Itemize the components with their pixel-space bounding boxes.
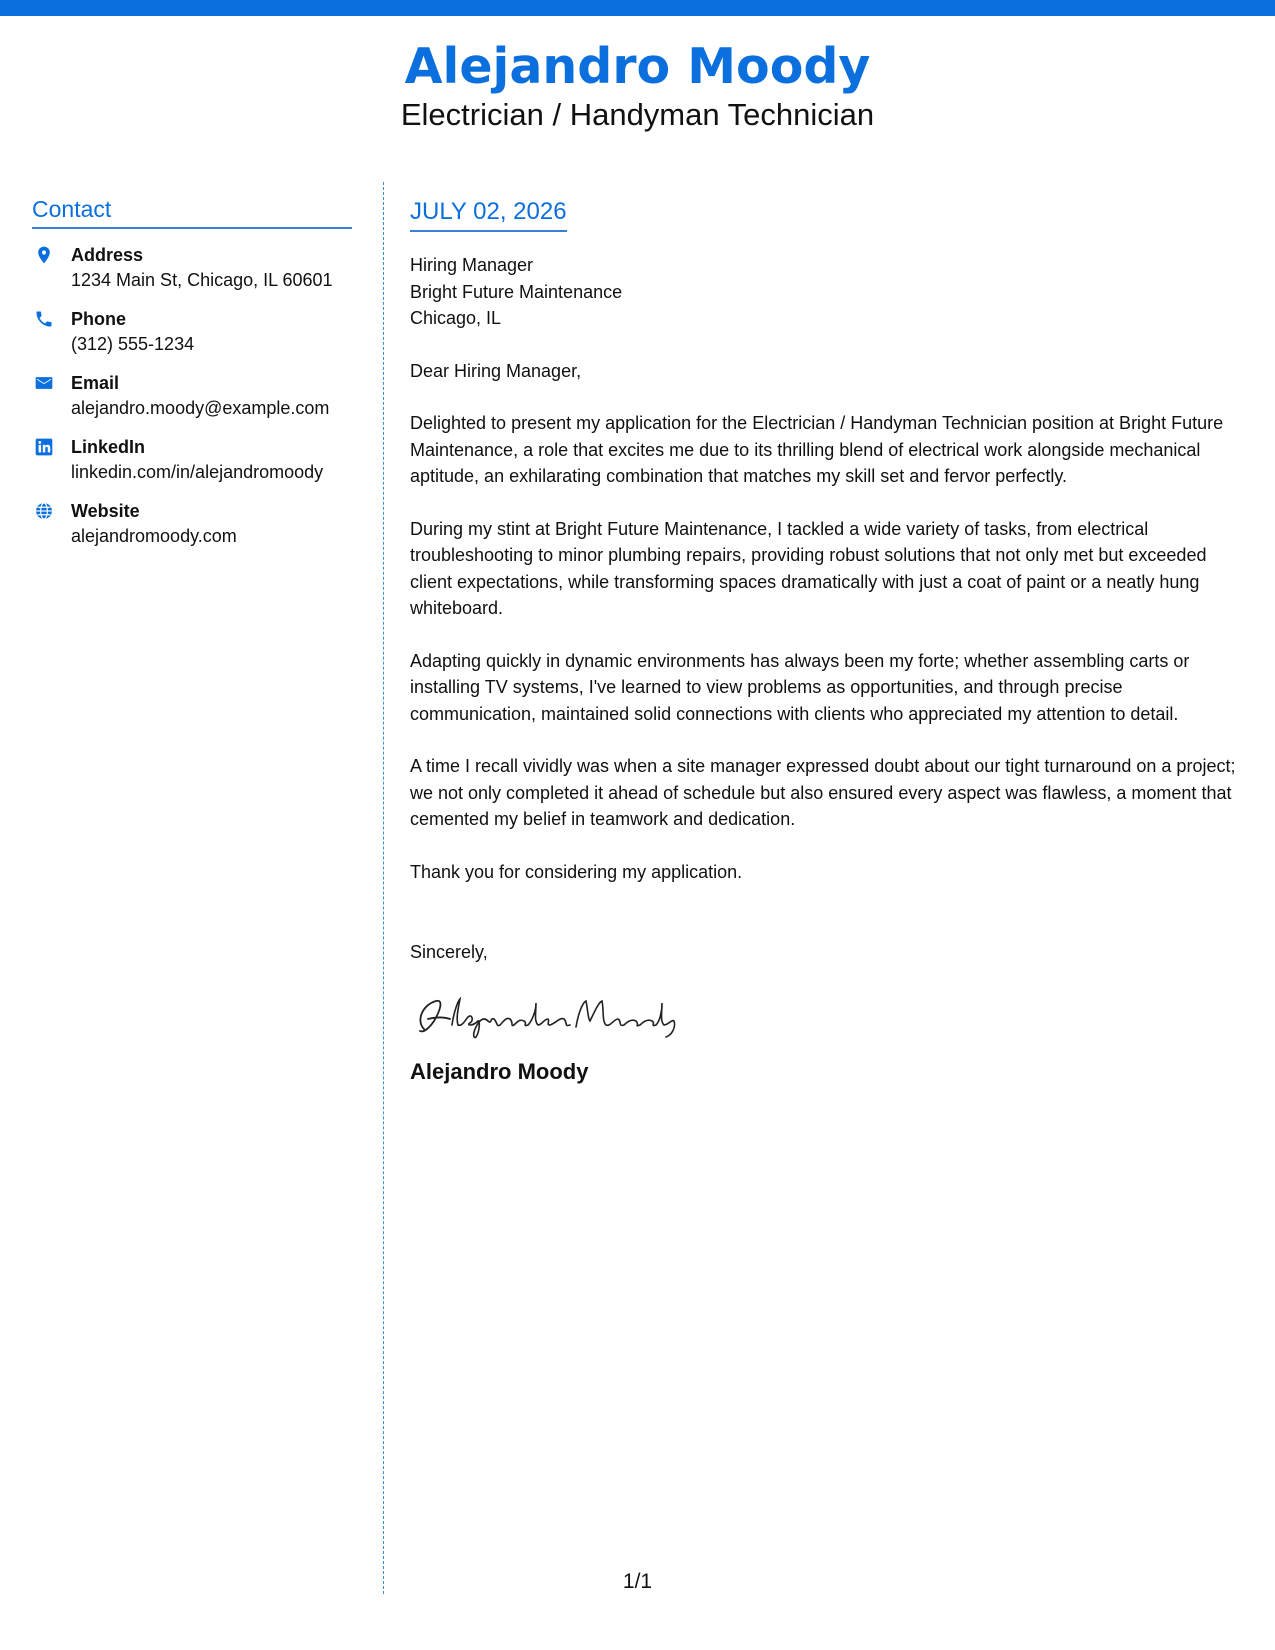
body-paragraph: Thank you for considering my application. — [410, 861, 743, 882]
recipient-line: Hiring Manager — [410, 255, 534, 275]
contact-item-linkedin — [32, 435, 352, 485]
top-accent-bar — [0, 0, 1275, 16]
contact-value: (312) 555-1234 — [71, 334, 195, 354]
map-pin-icon — [34, 245, 54, 265]
envelope-icon — [34, 373, 54, 393]
contact-item-phone — [32, 307, 352, 357]
body-paragraph: Adapting quickly in dynamic environments has always been my forte; whether assembling carts or installing TV systems, I've learned to view problems as opportunities, and through precise communication, maintained solid connections with clients who appreciated my attention to detail. — [410, 650, 1190, 724]
letter-date: JULY 02, 2026 — [410, 198, 567, 232]
page-number: 1/1 — [622, 1570, 653, 1593]
phone-icon — [34, 309, 54, 329]
contact-label: LinkedIn — [71, 437, 146, 457]
contact-item-email — [32, 371, 352, 421]
applicant-name: Alejandro Moody — [404, 38, 871, 95]
recipient-line: Chicago, IL — [410, 308, 502, 328]
contact-label: Website — [71, 501, 140, 521]
linkedin-icon — [34, 437, 54, 457]
contact-sidebar — [32, 196, 352, 549]
salutation: Dear Hiring Manager, — [410, 360, 582, 381]
contact-value: alejandromoody.com — [71, 526, 237, 546]
letter-body — [410, 198, 1240, 1085]
contact-item-address — [32, 243, 352, 293]
contact-label: Address — [71, 245, 144, 265]
contact-value: 1234 Main St, Chicago, IL 60601 — [71, 270, 333, 290]
contact-label: Phone — [71, 309, 127, 329]
handwritten-signature — [410, 991, 680, 1039]
body-paragraph: A time I recall vividly was when a site manager expressed doubt about our tight turnaround on a project; we not only completed it ahead of schedule but also ensured every aspect was flawless, a moment that cemented my belief in teamwork and dedication. — [410, 756, 1236, 829]
contact-label: Email — [71, 373, 120, 393]
recipient-line: Bright Future Maintenance — [410, 281, 623, 302]
job-title: Electrician / Handyman Technician — [400, 96, 875, 132]
closing: Sincerely, — [410, 942, 488, 962]
contact-value: linkedin.com/in/alejandromoody — [71, 462, 324, 482]
contact-section-title: Contact — [32, 196, 352, 229]
globe-icon — [34, 501, 54, 521]
header — [0, 40, 1275, 133]
recipient-block — [410, 252, 1240, 332]
signer-name: Alejandro Moody — [410, 1059, 589, 1084]
body-paragraph: During my stint at Bright Future Maintenance, I tackled a wide variety of tasks, from electrical troubleshooting to minor plumbing repairs, providing robust solutions that not only met but exceeded client expectations, while transforming spaces dramatically with just a coat of paint or a neatly hung whiteboard. — [410, 518, 1207, 618]
body-paragraph: Delighted to present my application for the Electrician / Handyman Technician position at Bright Future Maintenance, a role that excites me due to its thrilling blend of electrical work alongside mechanical aptitude, an exhilarating combination that matches my skill set and fervor perfectly. — [410, 413, 1224, 486]
contact-value: alejandro.moody@example.com — [71, 398, 330, 418]
contact-item-website — [32, 499, 352, 549]
column-divider — [383, 182, 384, 1594]
